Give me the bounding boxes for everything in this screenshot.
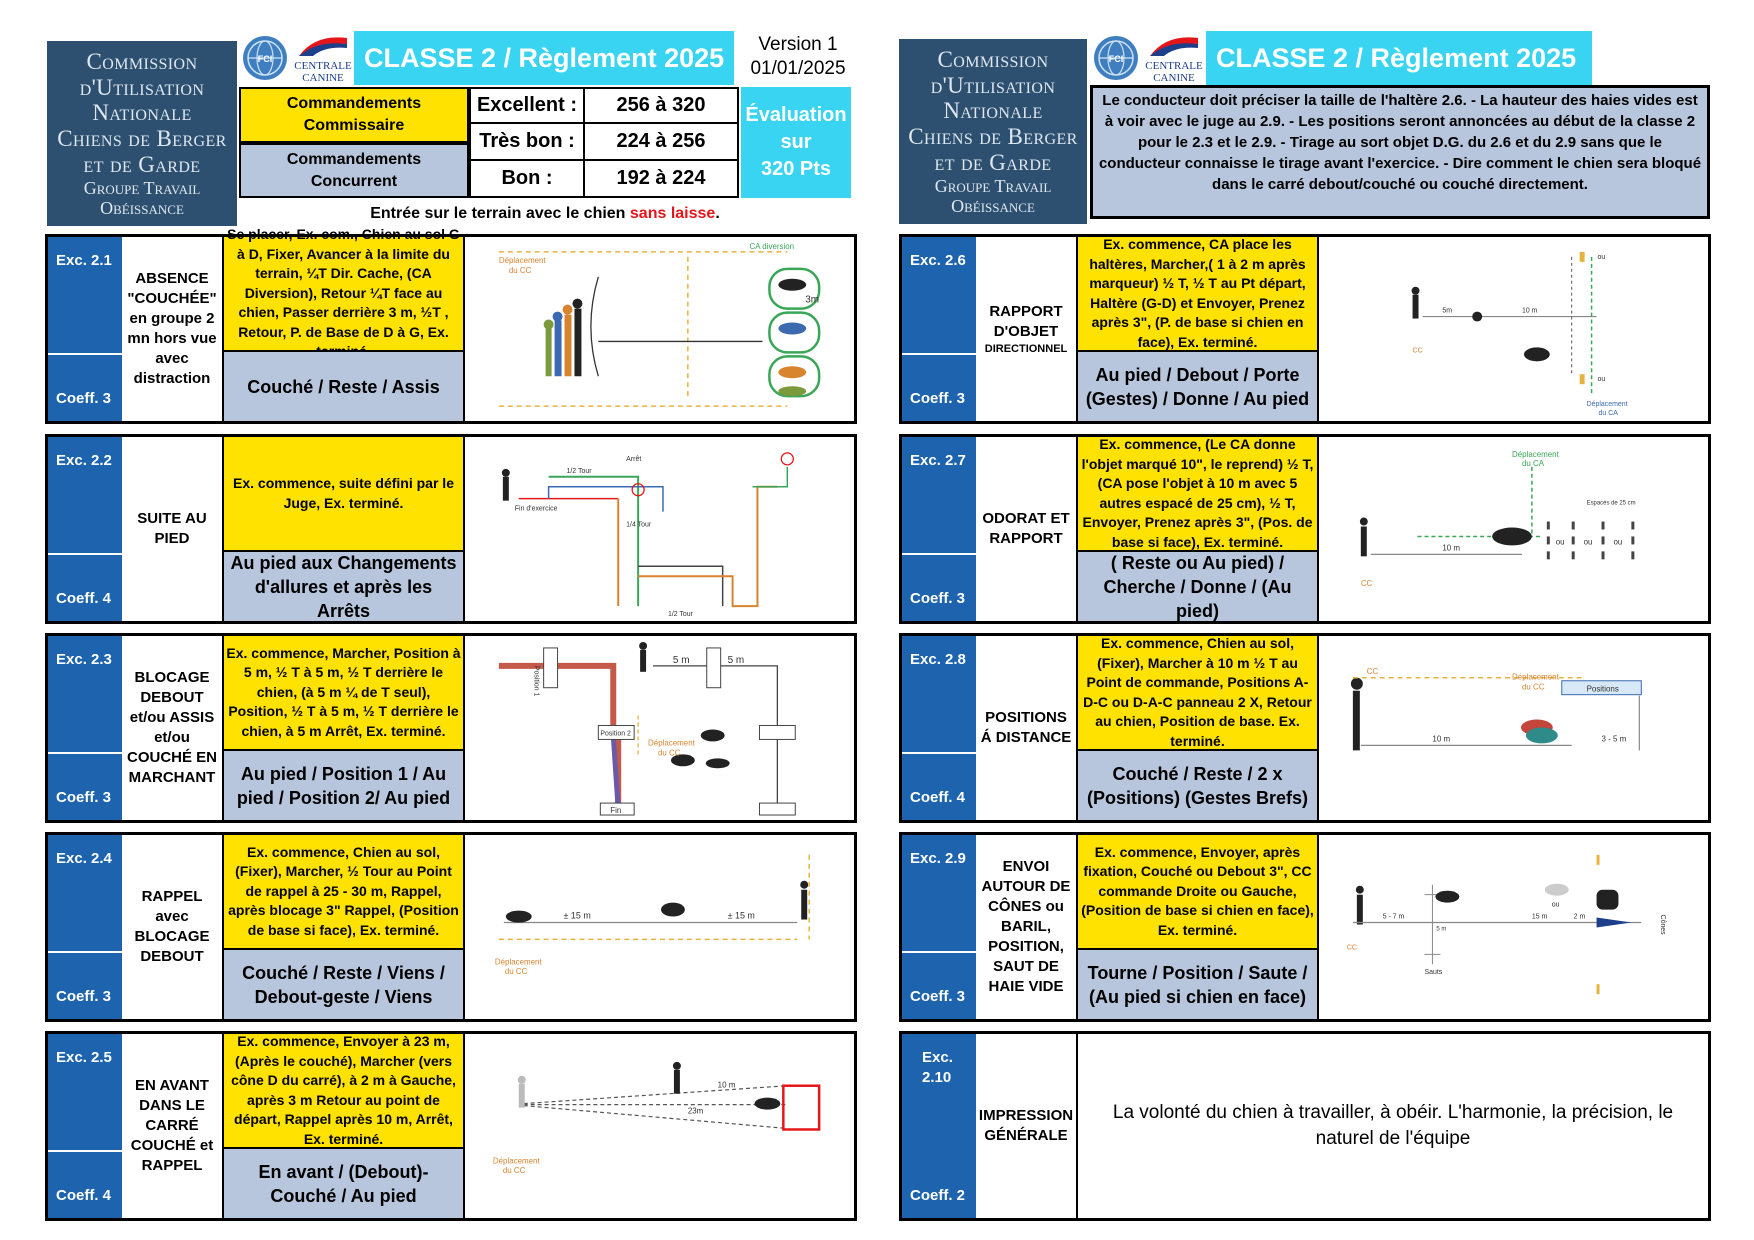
diagram-label: Déplacement: [498, 255, 546, 265]
exercise-side: [48, 237, 122, 421]
exercise-commands: Ex. commence, CA place les haltères, Marcher,( 1 à 2 m après marqueur) ½ T, ½ T au Pt départ, Haltère (G-D) et Envoyer, Prenez après 3", (P. de base si chien en face), Ex. terminé.: [1078, 237, 1319, 352]
exercise-name-sub: DIRECTIONNEL: [984, 342, 1068, 355]
centrale-text: CENTRALE: [294, 60, 352, 72]
diagram-label: CA diversion: [749, 241, 795, 251]
exercise-commands: Ex. commence, Marcher, Position à 5 m, ½ T à 5 m, ½ T derrière le chien, (à 5 m ¼ de T seul), Position, ½ T à 5 m, ½ T derrière le chien, à 5 m Arrêt, Ex. terminé.: [224, 636, 465, 751]
diagram-label: Déplacement: [1512, 449, 1559, 459]
exercise-diagram: [1321, 437, 1708, 621]
org-line: Groupe Travail: [934, 175, 1052, 196]
diagram-label: Fin: [610, 806, 622, 816]
entry-text: Entrée sur le terrain avec le chien: [370, 205, 630, 222]
entry-note: [239, 205, 851, 223]
diagram-label: ou: [1613, 537, 1623, 547]
diagram-label: 2 m: [1573, 913, 1586, 921]
diagram-label: Positions: [1586, 684, 1619, 694]
org-line: Commission: [86, 48, 198, 74]
centrale-canine-logo-icon: [293, 31, 353, 85]
exercise-number: Exc. 2.1: [56, 252, 112, 269]
legend-concurrent: Commandements Concurrent: [239, 143, 469, 198]
exercise-commands: Ex. commence, Chien au sol, (Fixer), Marcher à 10 m ½ T au Point de commande, Positions A-D-C ou D-A-C panneau 2 X, Retour au chien, Position de base. Ex. terminé.: [1078, 636, 1319, 751]
exercise-coef: Coeff. 3: [910, 590, 966, 607]
diagram-label: 1/2 Tour: [667, 611, 693, 619]
diagram-label: Position 2: [600, 730, 631, 738]
diagram-label: 5m: [1442, 307, 1453, 315]
diagram-label: CC: [1360, 579, 1373, 589]
exercise-commands: Ex. commence, Chien au sol, (Fixer), Marcher, ½ Tour au Point de rappel à 25 - 30 m, Rappel, après blocage 3" Rappel, (Position de base si face), Ex. terminé.: [224, 835, 465, 950]
exercise-name: POSITIONS Á DISTANCE: [976, 636, 1078, 820]
exercise-coef: Coeff. 4: [910, 789, 966, 806]
diagram-label: 5 m: [1436, 926, 1447, 933]
exercise-card: [45, 1031, 857, 1221]
score-label: Excellent :: [469, 87, 585, 124]
exercise-coef: Coeff. 3: [56, 390, 112, 407]
diagram-label: Déplacement: [492, 1156, 540, 1166]
exercise-name: ENVOI AUTOUR DE CÔNES ou BARIL, POSITION, SAUT DE HAIE VIDE: [976, 835, 1078, 1019]
entry-highlight: sans laisse: [629, 205, 716, 222]
evaluation-line: Évaluation: [745, 104, 847, 126]
diagram-label: 10 m: [1432, 734, 1451, 744]
exercise-card: [899, 633, 1711, 823]
org-line: Obéissance: [951, 195, 1035, 216]
centrale-canine-logo-icon: [1144, 31, 1204, 85]
centrale-text: CENTRALE: [1145, 60, 1203, 72]
exercise-card: [45, 226, 857, 424]
evaluation-line: sur: [780, 131, 812, 153]
org-line: Nationale: [92, 100, 192, 126]
canine-text: CANINE: [302, 72, 344, 84]
version-info: [738, 33, 858, 81]
score-range: 256 à 320: [583, 87, 739, 124]
exercise-diagram: [467, 1034, 854, 1218]
exercise-diagram: [467, 835, 854, 1019]
score-range: 224 à 256: [583, 122, 739, 161]
exercise-positions: Couché / Reste / Viens / Debout-geste / Viens: [224, 950, 465, 1019]
org-line: Chiens de Berger: [57, 126, 227, 152]
seal-text: FCI: [257, 54, 273, 64]
exercise-positions: En avant / (Debout)-Couché / Au pied: [224, 1149, 465, 1218]
diagram-label: du CC: [502, 1166, 526, 1176]
exercise-positions: Au pied aux Changements d'allures et après les Arrêts: [224, 552, 465, 621]
diagram-label: Déplacement: [494, 957, 542, 967]
diagram-label: ± 15 m: [727, 910, 755, 921]
exercise-number: Exc. 2.2: [56, 452, 112, 469]
title-banner-right: CLASSE 2 / Règlement 2025: [1206, 31, 1592, 85]
org-line: d'Utilisation: [79, 74, 205, 100]
exercise-coef: Coeff. 3: [56, 988, 112, 1005]
diagram-label: 5 m: [727, 654, 745, 666]
score-label: Très bon :: [469, 122, 585, 161]
exercise-card: [45, 633, 857, 823]
exercise-number: Exc. 2.7: [910, 452, 966, 469]
diagram-label: 10 m: [717, 1080, 736, 1090]
exercise-side: [902, 636, 976, 820]
diagram-label: 3m: [805, 294, 820, 306]
exercise-commands: Ex. commence, Envoyer à 23 m, (Après le couché), Marcher (vers cône D du carré), à 2 m à Gauche, après 3 m Retour au point de départ, Rappel après 10 m, Arrêt, Ex. terminé.: [224, 1034, 465, 1149]
exercise-commands: Ex. commence, Envoyer, après fixation, Couché ou Debout 3", CC commande Droite ou Gauche, (Position de base si chien en face), Ex. terminé.: [1078, 835, 1319, 950]
diagram-label: 23m: [687, 1106, 704, 1116]
exercise-name: IMPRESSION GÉNÉRALE: [976, 1034, 1078, 1218]
exercise-diagram: [1321, 835, 1708, 1019]
exercise-text: La volonté du chien à travailler, à obéir. L'harmonie, la précision, le naturel de l'équipe: [1112, 1102, 1674, 1149]
org-line: Nationale: [943, 98, 1043, 124]
diagram-label: CC: [1366, 666, 1379, 676]
exercise-diagram: [1321, 237, 1708, 421]
diagram-label: ± 15 m: [563, 910, 591, 921]
exercise-diagram: [467, 437, 854, 621]
exercise-diagram: [467, 636, 854, 820]
legend-commissaire: Commandements Commissaire: [239, 87, 469, 143]
exercise-commands: Ex. commence, suite défini par le Juge, Ex. terminé.: [224, 437, 465, 552]
fci-seal-icon: [239, 31, 291, 85]
org-line: d'Utilisation: [930, 72, 1056, 98]
canine-text: CANINE: [1153, 72, 1195, 84]
exercise-side: [902, 437, 976, 621]
diagram-label: CC: [1412, 347, 1423, 355]
diagram-label: Déplacement: [648, 738, 695, 748]
diagram-label: ou: [1555, 537, 1565, 547]
exercise-coef: Coeff. 3: [56, 789, 112, 806]
exercise-number: Exc. 2.8: [910, 651, 966, 668]
diagram-label: du CC: [504, 967, 528, 977]
exercise-positions: Couché / Reste / Assis: [224, 352, 465, 421]
exercise-coef: Coeff. 3: [910, 390, 966, 407]
exercise-name: RAPPEL avec BLOCAGE DEBOUT: [122, 835, 224, 1019]
exercise-number: Exc. 2.3: [56, 651, 112, 668]
diagram-label: Cônes: [1659, 914, 1667, 935]
exercise-side: [902, 1034, 976, 1218]
title-banner-left: CLASSE 2 / Règlement 2025: [354, 31, 734, 85]
diagram-label: 5 m: [672, 654, 690, 666]
diagram-label: Espacés de 25 cm: [1586, 500, 1636, 507]
org-logo-left: [47, 41, 237, 226]
org-logo-right: [899, 39, 1087, 224]
exercise-commands: Se placer, Ex. com., Chien au sol G à D, Fixer, Avancer à la limite du terrain, ¼T Dir. Cache, (CA Diversion), Retour ¼T face au chien, Passer derrière 3 m, ½T , Retour, P. de Base de D à G, Ex.: [224, 237, 465, 352]
evaluation-box: [741, 87, 851, 198]
exercise-card: [899, 234, 1711, 424]
exercise-side: [48, 1034, 122, 1218]
scores-table: [469, 87, 739, 198]
exercise-card: [899, 434, 1711, 624]
fci-seal-icon: [1090, 31, 1142, 85]
diagram-label: 1/2 Tour: [566, 467, 592, 475]
exercise-number: Exc. 2.4: [56, 850, 112, 867]
diagram-label: du CC: [508, 265, 532, 275]
exercise-side: [48, 835, 122, 1019]
diagram-label: Position 1: [532, 665, 540, 697]
org-line: Chiens de Berger: [908, 124, 1078, 150]
diagram-label: 15 m: [1531, 913, 1548, 921]
entry-end: .: [715, 205, 720, 222]
score-range: 192 à 224: [583, 159, 739, 198]
exercise-diagram: [467, 237, 854, 421]
score-label: Bon :: [469, 159, 585, 198]
diagram-label: du CA: [1598, 410, 1618, 418]
exercise-positions: Tourne / Position / Saute / (Au pied si chien en face): [1078, 950, 1319, 1019]
exercise-number: Exc. 2.6: [910, 252, 966, 269]
evaluation-line: 320 Pts: [760, 158, 832, 180]
exercise-number: Exc. 2.5: [56, 1049, 112, 1066]
exercise-coef: Coeff. 4: [56, 1187, 112, 1204]
exercise-coef: Coeff. 4: [56, 590, 112, 607]
exercise-card: [899, 1031, 1711, 1221]
exercise-coef: Coeff. 2: [910, 1187, 966, 1204]
diagram-label: Sauts: [1424, 969, 1443, 977]
diagram-label: du CC: [1521, 682, 1545, 692]
diagram-label: du CA: [1521, 458, 1545, 468]
exercise-name: SUITE AU PIED: [122, 437, 224, 621]
org-line: Commission: [937, 46, 1049, 72]
rules-note: Le conducteur doit préciser la taille de l'haltère 2.6. - La hauteur des haies vides est à voir avec le juge au 2.9. - Les positions seront annoncées au début de la classe 2 pour le 2.3 et le 2.9. - Tirage au sort objet D.G. du 2.6 et du 2.9 sans que le conducteur connaisse le tirage avant l'exercice. - Dire comment le chien sera bloqué dans le carré debout/couché ou couché directement.: [1090, 85, 1710, 219]
seal-text: FCI: [1108, 54, 1124, 64]
org-line: Obéissance: [100, 197, 184, 218]
exercise-side: [48, 437, 122, 621]
exercise-name-main: RAPPORT D'OBJET: [989, 302, 1063, 340]
diagram-label: ou: [1597, 253, 1606, 261]
diagram-label: ou: [1551, 901, 1560, 909]
exercise-commands: Ex. commence, (Le CA donne l'objet marqué 10", le reprend) ½ T, (CA pose l'objet à 10 m avec 5 autres espacé de 25 cm), ½ T, Envoyer, Prenez après 3", (Pos. de base si face), Ex. terminé.: [1078, 437, 1319, 552]
org-line: Groupe Travail: [83, 177, 201, 198]
exercise-card: [45, 434, 857, 624]
diagram-label: CC: [1346, 944, 1357, 952]
exercise-side: [48, 636, 122, 820]
exercise-side: [902, 835, 976, 1019]
diagram-label: Fin d'exercice: [514, 505, 558, 513]
exercise-name: ABSENCE "COUCHÉE" en groupe 2 mn hors vue avec distraction: [122, 237, 224, 421]
exercise-positions: Couché / Reste / 2 x (Positions) (Gestes Brefs): [1078, 751, 1319, 820]
exercise-positions: Au pied / Debout / Porte (Gestes) / Donne / Au pied: [1078, 352, 1319, 421]
diagram-label: 10 m: [1521, 307, 1538, 315]
org-line: et de Garde: [83, 151, 201, 177]
diagram-label: du CC: [658, 748, 681, 758]
diagram-label: 5 - 7 m: [1382, 913, 1405, 921]
diagram-label: Déplacement: [1512, 672, 1559, 682]
org-line: et de Garde: [934, 149, 1052, 175]
exercise-coef: Coeff. 3: [910, 988, 966, 1005]
exercise-positions: ( Reste ou Au pied) / Cherche / Donne / (Au pied): [1078, 552, 1319, 621]
diagram-label: ou: [1583, 537, 1593, 547]
exercise-diagram: [1321, 636, 1708, 820]
diagram-label: 1/4 Tour: [626, 521, 652, 529]
version-date: 01/01/2025: [750, 58, 846, 79]
diagram-label: ou: [1597, 376, 1606, 384]
exercise-number: Exc. 2.9: [910, 850, 966, 867]
exercise-name: BLOCAGE DEBOUT et/ou ASSIS et/ou COUCHÉ EN MARCHANT: [122, 636, 224, 820]
exercise-side: [902, 237, 976, 421]
exercise-card: [45, 832, 857, 1022]
diagram-label: 3 - 5 m: [1601, 734, 1627, 744]
exercise-name: [976, 237, 1078, 421]
exercise-number: Exc. 2.10: [922, 1049, 953, 1086]
version-label: Version 1: [758, 34, 838, 55]
diagram-label: 10 m: [1442, 543, 1461, 553]
diagram-label: Arrêt: [626, 455, 642, 463]
exercise-name: ODORAT ET RAPPORT: [976, 437, 1078, 621]
exercise-card: [899, 832, 1711, 1022]
diagram-label: Déplacement: [1586, 401, 1628, 409]
exercise-positions: Au pied / Position 1 / Au pied / Position 2/ Au pied: [224, 751, 465, 820]
exercise-name: EN AVANT DANS LE CARRÉ COUCHÉ et RAPPEL: [122, 1034, 224, 1218]
